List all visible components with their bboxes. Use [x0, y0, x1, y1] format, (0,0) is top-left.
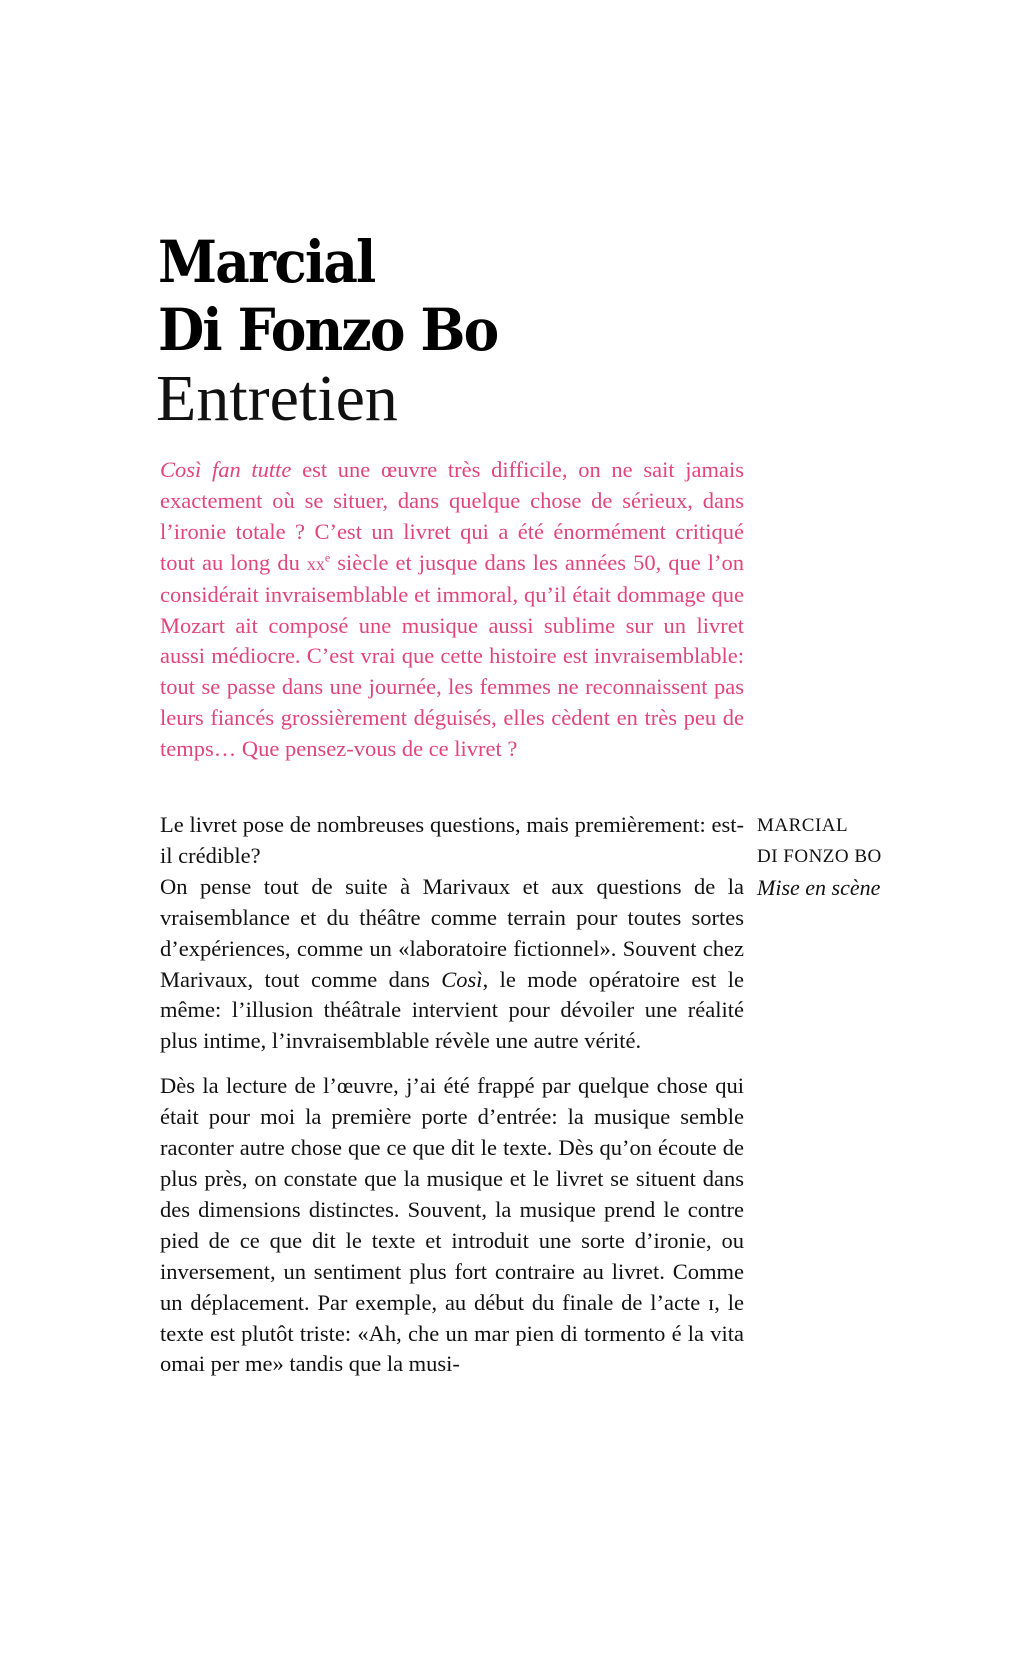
answer-p1-text-b: , le mode opératoire est le même: l’illusion théâtrale intervient pour dévoiler une réalité plus intime, l’invraisemblable révèle une autre vérité. [160, 966, 744, 1054]
speaker-role: Mise en scène [757, 874, 881, 900]
opera-title: Così fan tutte [160, 457, 292, 482]
interview-answer [160, 810, 744, 1380]
speaker-name-line2: DI FONZO BO [757, 845, 882, 867]
article-header [158, 228, 527, 434]
interviewee-name-line1: Marcial [158, 228, 375, 296]
article-subtitle: Entretien [156, 362, 398, 435]
interviewee-name-line2: Di Fonzo Bo [158, 296, 498, 364]
answer-p2-text-b: , le texte est plutôt triste: «Ah, che un mar pien di tormento é la vita omai per me» tandis que la musi- [160, 1289, 744, 1377]
answer-line-1: Le livret pose de nombreuses questions, mais premièrement: est-il crédible? [160, 812, 744, 868]
speaker-name-line1: MARCIAL [757, 815, 849, 836]
answer-p2-text-a: Dès la lecture de l’œuvre, j’ai été frappé par quelque chose qui était pour moi la première porte d’entrée: la musique semble raconter autre chose que ce que dit le texte. Dès qu’on écoute de plus près, on constate que la musique et le livret se situent dans des dimensions distinctes. Souvent, la musique prend le contre pied de ce que dit le texte et introduit une sorte d’ironie, ou inversement, un sentiment plus fort contraire au livret. Comme un déplacement. Par exemple, au début du finale de l’acte [160, 1073, 744, 1315]
question-text-a: est une œuvre très difficile, on ne sait jamais exactement où se situer, dans quelque chose de sérieux, dans l’ironie totale ? C’est un livret qui a été énormément critiqué tout au long du [160, 457, 744, 575]
century-superscript: e [324, 550, 331, 565]
answer-paragraph-2 [160, 1071, 744, 1380]
interview-question [160, 455, 744, 765]
answer-p1-text-a: On pense tout de suite à Marivaux et aux questions de la vraisemblance et du théâtre comme terrain pour toutes sortes d’expériences, comme un «laboratoire fictionnel». Souvent chez Marivaux, tout comme dans [160, 873, 744, 992]
act-numeral: ɪ [708, 1289, 715, 1315]
question-paragraph [160, 455, 744, 765]
speaker-sidenote [757, 811, 882, 904]
century-numeral: xx [306, 553, 325, 574]
opera-short-title: Così [441, 966, 483, 992]
question-text-b: siècle et jusque dans les années 50, que l’on considérait invraisemblable et immoral, qu’il était dommage que Mozart ait composé une musique aussi sublime sur un livret aussi médiocre. C’est vrai que cette histoire est invraisemblable: tout se passe dans une journée, les femmes ne reconnaissent pas leurs fiancés grossièrement déguisés, elles cèdent en très peu de temps… Que pensez-vous de ce livret ? [160, 549, 744, 762]
answer-paragraph-1 [160, 872, 744, 1057]
